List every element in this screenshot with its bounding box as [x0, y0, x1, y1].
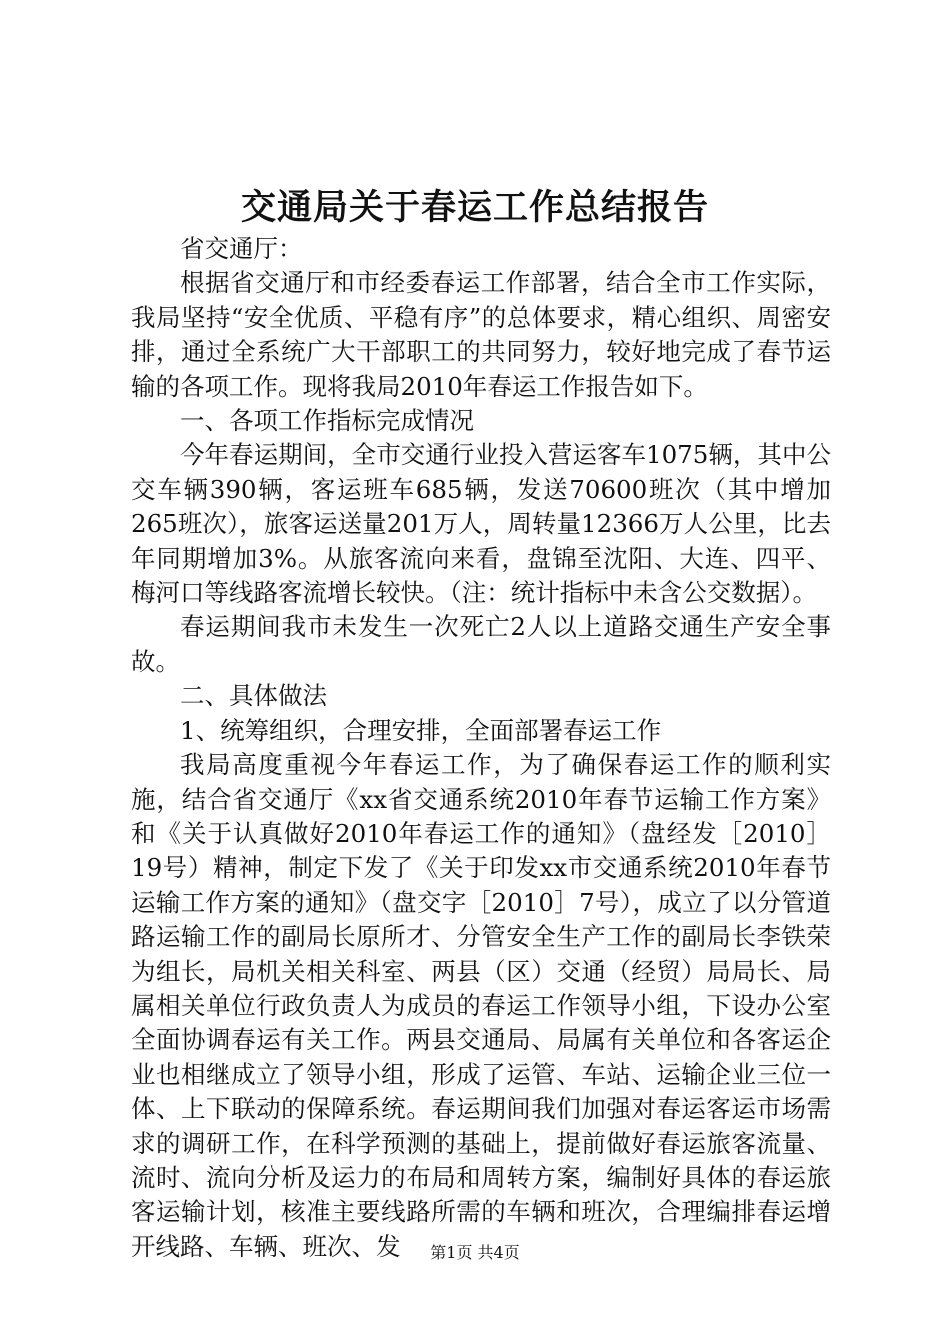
document-title: 交通局关于春运工作总结报告 [240, 187, 709, 228]
paragraph-statistics: 今年春运期间，全市交通行业投入营运客车1075辆，其中公交车辆390辆，客运班车685辆，发送70600班次（其中增加265班次），旅客运送量201万人，周转量12366万人公里，比去年同期增加3%。从旅客流向来看，盘锦至沈阳、大连、四平、梅河口等线路客流增长较快。（注：统计指标中未含公交数据）。 [131, 440, 831, 608]
paragraph-intro: 根据省交通厅和市经委春运工作部署，结合全市工作实际，我局坚持“安全优质、平稳有序”的总体要求，精心组织、周密安排，通过全系统广大干部职工的共同努力，较好地完成了春节运输的各项工作。现将我局2010年春运工作报告如下。 [131, 268, 831, 401]
subsection-heading-1: 1、统筹组织，合理安排，全面部署春运工作 [180, 715, 662, 745]
salutation: 省交通厅： [180, 234, 303, 263]
page-footer: 第1页 共4页 [430, 1243, 520, 1262]
section-heading-2: 二、具体做法 [180, 681, 327, 711]
section-heading-1: 一、各项工作指标完成情况 [180, 406, 474, 436]
paragraph-safety: 春运期间我市未发生一次死亡2人以上道路交通生产安全事故。 [131, 612, 831, 676]
document-body [131, 232, 831, 1264]
paragraph-organization: 我局高度重视今年春运工作，为了确保春运工作的顺利实施，结合省交通厅《xx省交通系统2010年春节运输工作方案》和《关于认真做好2010年春运工作的通知》（盘经发［2010］19号）精神，制定下发了《关于印发xx市交通系统2010年春节运输工作方案的通知》（盘交字［2010］7号），成立了以分管道路运输工作的副局长原所才、分管安全生产工作的副局长李铁荣为组长，局机关相关科室、两县（区）交通（经贸）局局长、局属相关单位行政负责人为成员的春运工作领导小组，下设办公室全面协调春运有关工作。两县交通局、局属有关单位和各客运企业也相继成立了领导小组，形成了运管、车站、运输企业三位一体、上下联动的保障系统。春运期间我们加强对春运客运市场需求的调研工作，在科学预测的基础上，提前做好春运旅客流量、流时、流向分析及运力的布局和周转方案，编制好具体的春运旅客运输计划，核准主要线路所需的车辆和班次，合理编排春运增开线路、车辆、班次、发 [131, 750, 831, 1261]
